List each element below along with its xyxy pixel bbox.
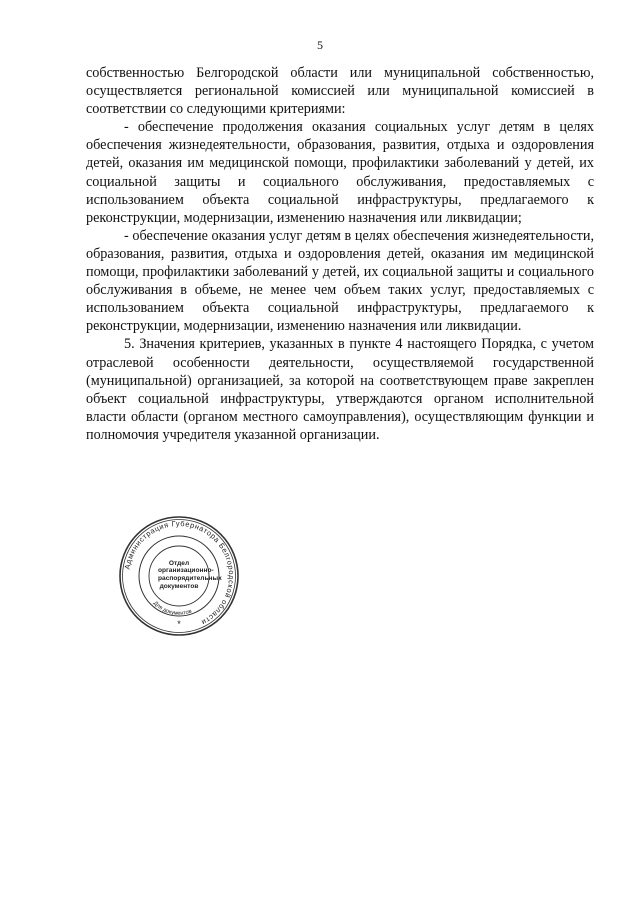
page-number: 5	[317, 38, 323, 52]
official-stamp	[118, 515, 240, 637]
stamp-center-text	[158, 551, 222, 599]
document-body	[86, 64, 594, 444]
stamp-outer-ring-text: Администрация Губернатора Белгородской области	[122, 518, 237, 628]
stamp-center-line: организационно-	[158, 567, 214, 575]
svg-text:Для документов	[152, 600, 193, 616]
stamp-inner-arc-text: Для документов	[151, 600, 193, 617]
paragraph-intro: собственностью Белгородской области или муниципальной собственностью, осуществляется региональной комиссией или муниципальной комиссией в соответствии со следующими критериями:	[86, 65, 594, 118]
stamp-center-line: документов	[159, 582, 199, 590]
stamp-center-line: распорядительных	[158, 575, 222, 582]
paragraph-criterion-1: - обеспечение продолжения оказания социальных услуг детям в целях обеспечения жизнедеятельности, образования, развития, отдыха и оздоровления детей, оказания им медицинской помощи, профилактики заболеваний у детей, их социальной защиты и социального обслуживания, предоставляемых с использованием объекта социальной инфраструктуры, предлагаемого к реконструкции, модернизации, изменению назначения или ликвидации;	[86, 119, 594, 226]
paragraph-item-5: 5. Значения критериев, указанных в пункте 4 настоящего Порядка, с учетом отраслевой особенности деятельности, осуществляемой государственной (муниципальной) организацией, за которой на соответствующем праве закреплен объект социальной инфраструктуры, утверждаются органом исполнительной власти области (органом местного самоуправления), осуществляющим функции и полномочия учредителя указанной организации.	[86, 336, 594, 443]
stamp-center-line: Отдел	[168, 559, 190, 567]
stamp-star: *	[177, 619, 181, 629]
paragraph-criterion-2: - обеспечение оказания услуг детям в целях обеспечения жизнедеятельности, образования, развития, отдыха и оздоровления детей, оказания им медицинской помощи, профилактики заболеваний у детей, их социальной защиты и социального обслуживания в объеме, не менее чем объем таких услуг, предоставляемых с использованием объекта социальной инфраструктуры, предлагаемого к реконструкции, модернизации, изменению назначения или ликвидации.	[86, 227, 594, 335]
